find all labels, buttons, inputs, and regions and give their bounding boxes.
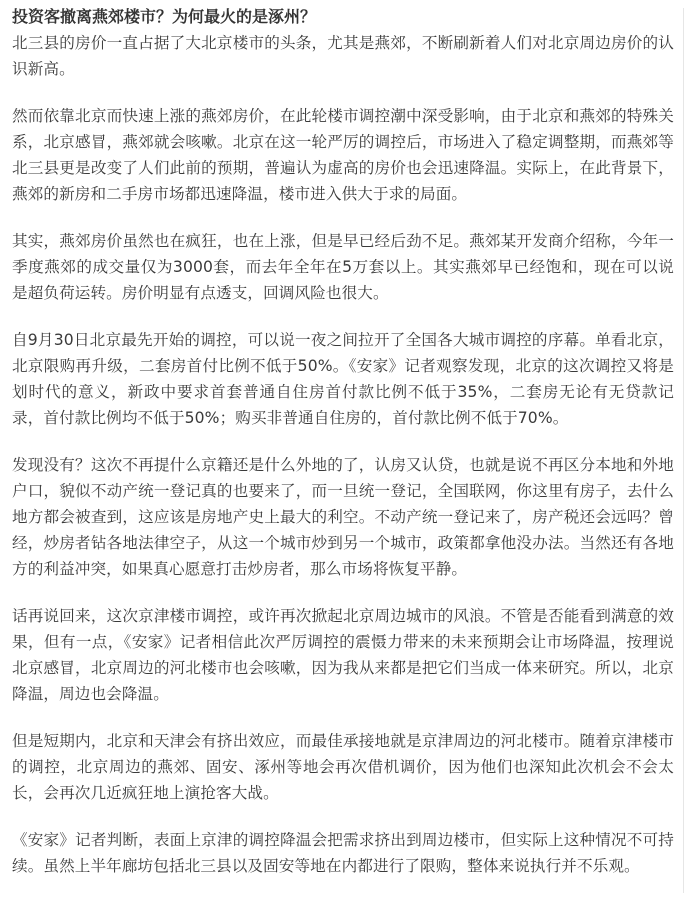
article-paragraph-1: 北三县的房价一直占据了大北京楼市的头条，尤其是燕郊，不断刷新着人们对北京周边房价的认识新高。 xyxy=(12,34,674,78)
article-paragraph-4: 自9月30日北京最先开始的调控，可以说一夜之间拉开了全国各大城市调控的序幕。单看北京，北京限购再升级，二套房首付比例不低于50%。《安家》记者观察发现，北京的这次调控又将是划时代的意义，新政中要求首套普通自住房首付款比例不低于35%，二套房无论有无贷款记录，首付款比例均不低于50%；购买非普通自住房的，首付款比例不低于70%。 xyxy=(12,331,674,427)
article-paragraph-3: 其实，燕郊房价虽然也在疯狂，也在上涨，但是早已经后劲不足。燕郊某开发商介绍称，今年一季度燕郊的成交量仅为3000套，而去年全年在5万套以上。其实燕郊早已经饱和，现在可以说是超负荷运转。房价明显有点透支，回调风险也很大。 xyxy=(12,232,674,302)
article xyxy=(12,4,674,900)
article-paragraph-7: 但是短期内，北京和天津会有挤出效应，而最佳承接地就是京津周边的河北楼市。随着京津楼市的调控，北京周边的燕郊、固安、涿州等地会再次借机调价，因为他们也深知此次机会不会太长，会再次几近疯狂地上演抢客大战。 xyxy=(12,732,674,802)
article-paragraph-5: 发现没有？这次不再提什么京籍还是什么外地的了，认房又认贷，也就是说不再区分本地和外地户口，貌似不动产统一登记真的也要来了，而一旦统一登记，全国联网，你这里有房子，去什么地方都会被查到，这应该是房地产史上最大的利空。不动产统一登记来了，房产税还会远吗？曾经，炒房者钻各地法律空子，从这一个城市炒到另一个城市，政策都拿他没办法。当然还有各地方的利益冲突，如果真心愿意打击炒房者，那么市场将恢复平静。 xyxy=(12,456,674,578)
article-paragraph-6: 话再说回来，这次京津楼市调控，或许再次掀起北京周边城市的风浪。不管是否能看到满意的效果，但有一点，《安家》记者相信此次严厉调控的震慑力带来的未来预期会让市场降温，按理说北京感冒，北京周边的河北楼市也会咳嗽，因为我从来都是把它们当成一体来研究。所以，北京降温，周边也会降温。 xyxy=(12,607,674,703)
article-paragraph-8: 《安家》记者判断，表面上京津的调控降温会把需求挤出到周边楼市，但实际上这种情况不可持续。虽然上半年廊坊包括北三县以及固安等地在内都进行了限购，整体来说执行并不乐观。 xyxy=(12,831,674,875)
article-paragraph-2: 然而依靠北京而快速上涨的燕郊房价，在此轮楼市调控潮中深受影响，由于北京和燕郊的特殊关系，北京感冒，燕郊就会咳嗽。北京在这一轮严厉的调控后，市场进入了稳定调整期，而燕郊等北三县更是改变了人们此前的预期，普遍认为虚高的房价也会迅速降温。实际上，在此背景下，燕郊的新房和二手房市场都迅速降温，楼市进入供大于求的局面。 xyxy=(12,107,674,203)
article-title: 投资客撤离燕郊楼市？为何最火的是涿州？ xyxy=(12,7,317,26)
